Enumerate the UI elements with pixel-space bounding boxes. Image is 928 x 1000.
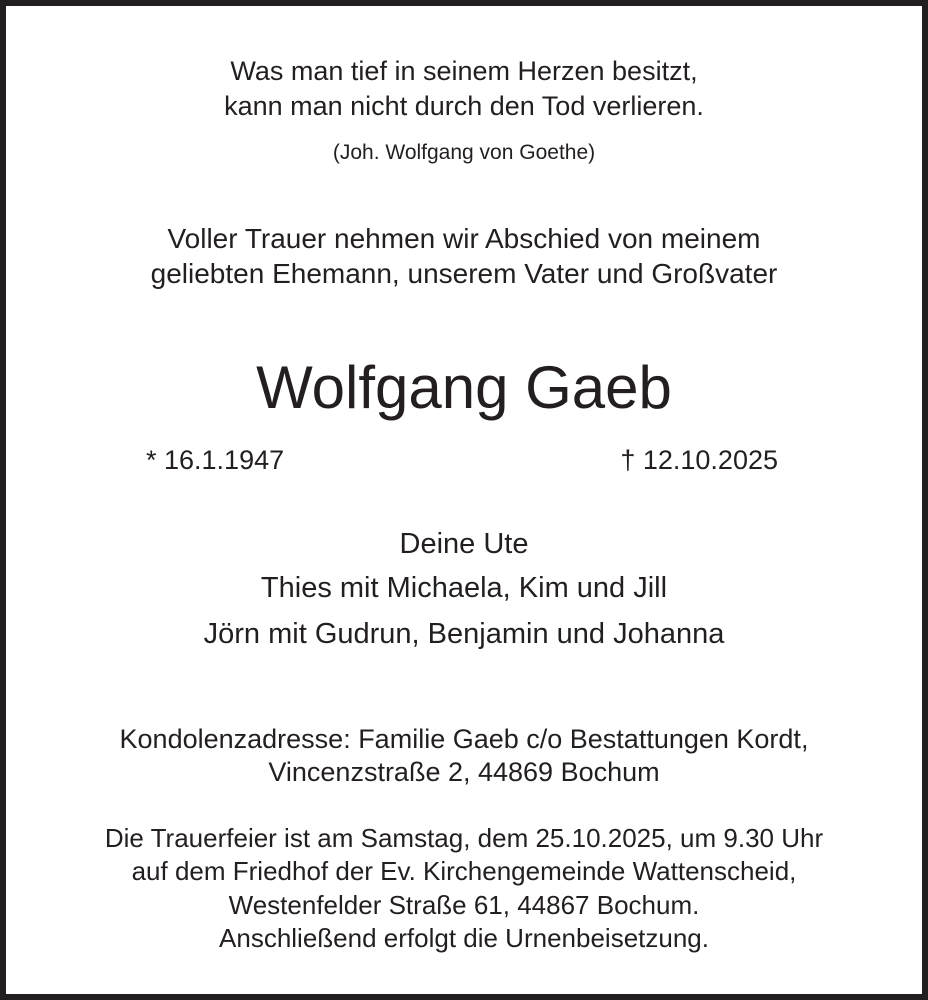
condolence-address: Kondolenzadresse: Familie Gaeb c/o Bestattungen Kordt, <box>119 724 809 754</box>
quote-line: kann man nicht durch den Tod verlieren. <box>224 91 704 121</box>
condolence-address: Vincenzstraße 2, 44869 Bochum <box>268 757 660 787</box>
ceremony-line: auf dem Friedhof der Ev. Kirchengemeinde Wattenscheid, <box>131 856 797 886</box>
intro-line: Voller Trauer nehmen wir Abschied von meinem <box>167 223 761 254</box>
birth-date: * 16.1.1947 <box>146 445 285 475</box>
deceased-name: Wolfgang Gaeb <box>256 354 672 421</box>
intro-line: geliebten Ehemann, unserem Vater und Großvater <box>150 258 778 289</box>
family-line: Deine Ute <box>399 528 529 560</box>
death-date: † 12.10.2025 <box>620 445 778 475</box>
ceremony-line: Westenfelder Straße 61, 44867 Bochum. <box>228 890 700 920</box>
quote-line: Was man tief in seinem Herzen besitzt, <box>230 56 698 86</box>
ceremony-line: Anschließend erfolgt die Urnenbeisetzung. <box>219 923 709 953</box>
quote-source: (Joh. Wolfgang von Goethe) <box>332 141 596 164</box>
family-line: Jörn mit Gudrun, Benjamin und Johanna <box>203 618 725 650</box>
family-line: Thies mit Michaela, Kim und Jill <box>260 572 668 604</box>
ceremony-line: Die Trauerfeier ist am Samstag, dem 25.10.2025, um 9.30 Uhr <box>104 823 824 853</box>
